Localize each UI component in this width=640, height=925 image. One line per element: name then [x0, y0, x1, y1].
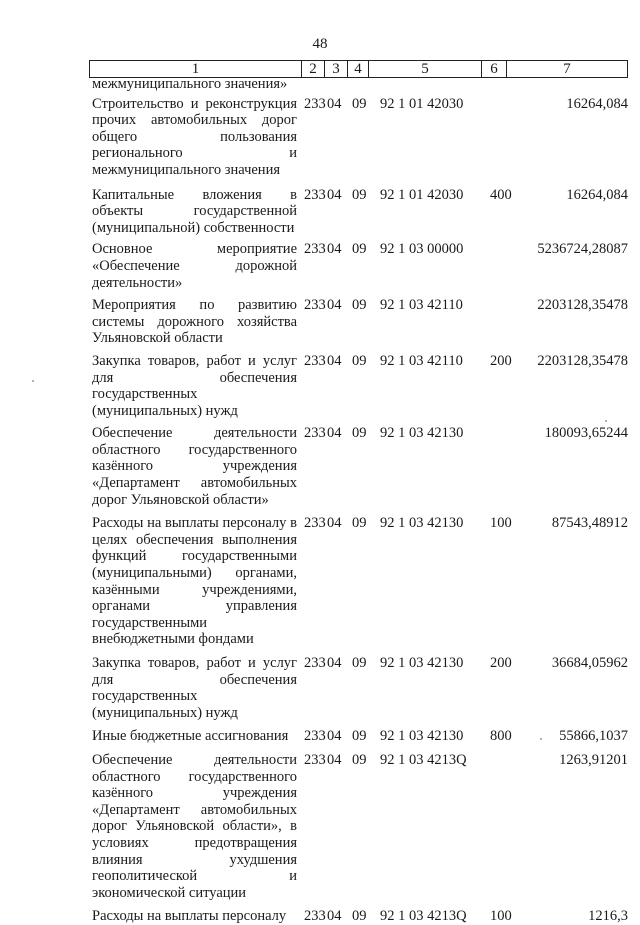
- row-subsection: 09: [352, 425, 367, 442]
- row-code-ministry: 233: [304, 908, 326, 925]
- row-expense-type: 200: [490, 655, 512, 671]
- row-target-article: 92 1 03 4213Q: [380, 751, 467, 768]
- row-name: Строительство и реконструкция прочих автомобильных дорог общего пользования регионального и межмуниципального значения: [92, 95, 297, 178]
- row-subsection: 09: [352, 728, 367, 745]
- row-subsection: 09: [352, 751, 367, 768]
- row-target-article: 92 1 01 42030: [380, 95, 464, 112]
- row-code-ministry: 233: [304, 186, 326, 203]
- row-subsection: 09: [352, 655, 367, 671]
- row-name: межмуниципального значения»: [92, 76, 288, 92]
- row-target-article: 92 1 03 42130: [380, 655, 464, 671]
- row-code-ministry: 233: [304, 728, 326, 745]
- row-name: Мероприятия по развитию системы дорожного хозяйства Ульяновской области: [92, 297, 297, 347]
- row-expense-type: 200: [490, 352, 512, 369]
- row-target-article: 92 1 03 4213Q: [380, 908, 467, 925]
- row-amount: 16264,084: [566, 186, 628, 203]
- row-code-ministry: 233: [304, 655, 326, 671]
- table-row: [92, 96, 628, 179]
- row-section: 04: [327, 751, 342, 768]
- row-section: 04: [327, 515, 342, 532]
- scan-speck: [605, 420, 607, 422]
- scan-speck: [32, 380, 34, 382]
- row-amount: 16264,084: [566, 95, 628, 112]
- row-target-article: 92 1 03 42110: [380, 352, 463, 369]
- row-subsection: 09: [352, 186, 367, 203]
- table-row: [92, 515, 628, 648]
- row-target-article: 92 1 03 42130: [380, 515, 464, 532]
- row-amount: 87543,48912: [551, 515, 628, 532]
- row-amount: 1216,3: [588, 908, 628, 925]
- row-code-ministry: 233: [304, 352, 326, 369]
- row-section: 04: [327, 425, 342, 442]
- row-subsection: 09: [352, 241, 367, 258]
- row-expense-type: 400: [490, 186, 512, 203]
- header-col-3: 3: [324, 61, 347, 77]
- row-subsection: 09: [352, 95, 367, 112]
- header-col-1: 1: [191, 61, 200, 77]
- row-expense-type: 800: [490, 728, 512, 745]
- row-target-article: 92 1 03 42130: [380, 425, 464, 442]
- row-amount: 1263,91201: [559, 751, 628, 768]
- page-number: 48: [312, 36, 328, 52]
- row-name: Расходы на выплаты персоналу: [92, 908, 287, 925]
- row-amount: 2203128,35478: [537, 297, 628, 314]
- table-row: [92, 353, 628, 419]
- row-name: Основное мероприятие «Обеспечение дорожной деятельности»: [92, 241, 297, 291]
- scan-speck: [540, 738, 542, 740]
- row-section: 04: [327, 297, 342, 314]
- table-row: [92, 76, 628, 93]
- row-target-article: 92 1 03 42110: [380, 297, 463, 314]
- row-code-ministry: 233: [304, 297, 326, 314]
- header-col-2: 2: [301, 61, 324, 77]
- row-amount: 180093,65244: [544, 425, 628, 442]
- table-row: [92, 728, 628, 745]
- row-section: 04: [327, 655, 342, 671]
- row-amount: 55866,1037: [559, 728, 628, 745]
- row-name: Капитальные вложения в объекты государственной (муниципальной) собственности: [92, 186, 297, 236]
- row-name: Закупка товаров, работ и услуг для обеспечения государственных (муниципальных) нужд: [92, 352, 297, 419]
- row-code-ministry: 233: [304, 95, 326, 112]
- row-name: Обеспечение деятельности областного государственного казённого учреждения «Департамент автомобильных дорог Ульяновской области»: [92, 425, 297, 508]
- table-row: [92, 655, 628, 721]
- row-code-ministry: 233: [304, 425, 326, 442]
- header-col-5: 5: [368, 61, 481, 77]
- row-section: 04: [327, 908, 342, 925]
- row-amount: 36684,05962: [551, 655, 628, 671]
- row-name: Закупка товаров, работ и услуг для обеспечения государственных (муниципальных) нужд: [92, 655, 297, 721]
- row-target-article: 92 1 01 42030: [380, 186, 464, 203]
- row-subsection: 09: [352, 352, 367, 369]
- row-section: 04: [327, 728, 342, 745]
- row-amount: 2203128,35478: [537, 352, 628, 369]
- row-subsection: 09: [352, 908, 367, 925]
- row-name: Иные бюджетные ассигнования: [92, 728, 289, 745]
- row-name: Расходы на выплаты персоналу в целях обеспечения выполнения функций государственными (муниципальными) органами, казёнными учреждениями, органами управления государственными внебюджетными фондами: [92, 515, 297, 648]
- row-expense-type: 100: [490, 908, 512, 925]
- table-row: [92, 752, 628, 901]
- header-col-4: 4: [347, 61, 368, 77]
- row-section: 04: [327, 95, 342, 112]
- row-target-article: 92 1 03 00000: [380, 241, 464, 258]
- table-row: [92, 187, 628, 237]
- header-col-7: 7: [506, 61, 627, 77]
- table-row: [92, 297, 628, 347]
- table-body: [92, 76, 628, 925]
- row-code-ministry: 233: [304, 515, 326, 532]
- table-row: [92, 425, 628, 508]
- row-code-ministry: 233: [304, 751, 326, 768]
- table-row: [92, 908, 628, 925]
- row-amount: 5236724,28087: [537, 241, 628, 258]
- row-subsection: 09: [352, 515, 367, 532]
- row-expense-type: 100: [490, 515, 512, 532]
- row-section: 04: [327, 241, 342, 258]
- row-subsection: 09: [352, 297, 367, 314]
- row-name: Обеспечение деятельности областного государственного казённого учреждения «Департамент автомобильных дорог Ульяновской области», в условиях предотвращения влияния ухудшения геополитической и экономической ситуации: [92, 751, 297, 901]
- row-target-article: 92 1 03 42130: [380, 728, 464, 745]
- row-section: 04: [327, 352, 342, 369]
- table-row: [92, 241, 628, 291]
- row-section: 04: [327, 186, 342, 203]
- header-col-6: 6: [481, 61, 506, 77]
- row-code-ministry: 233: [304, 241, 326, 258]
